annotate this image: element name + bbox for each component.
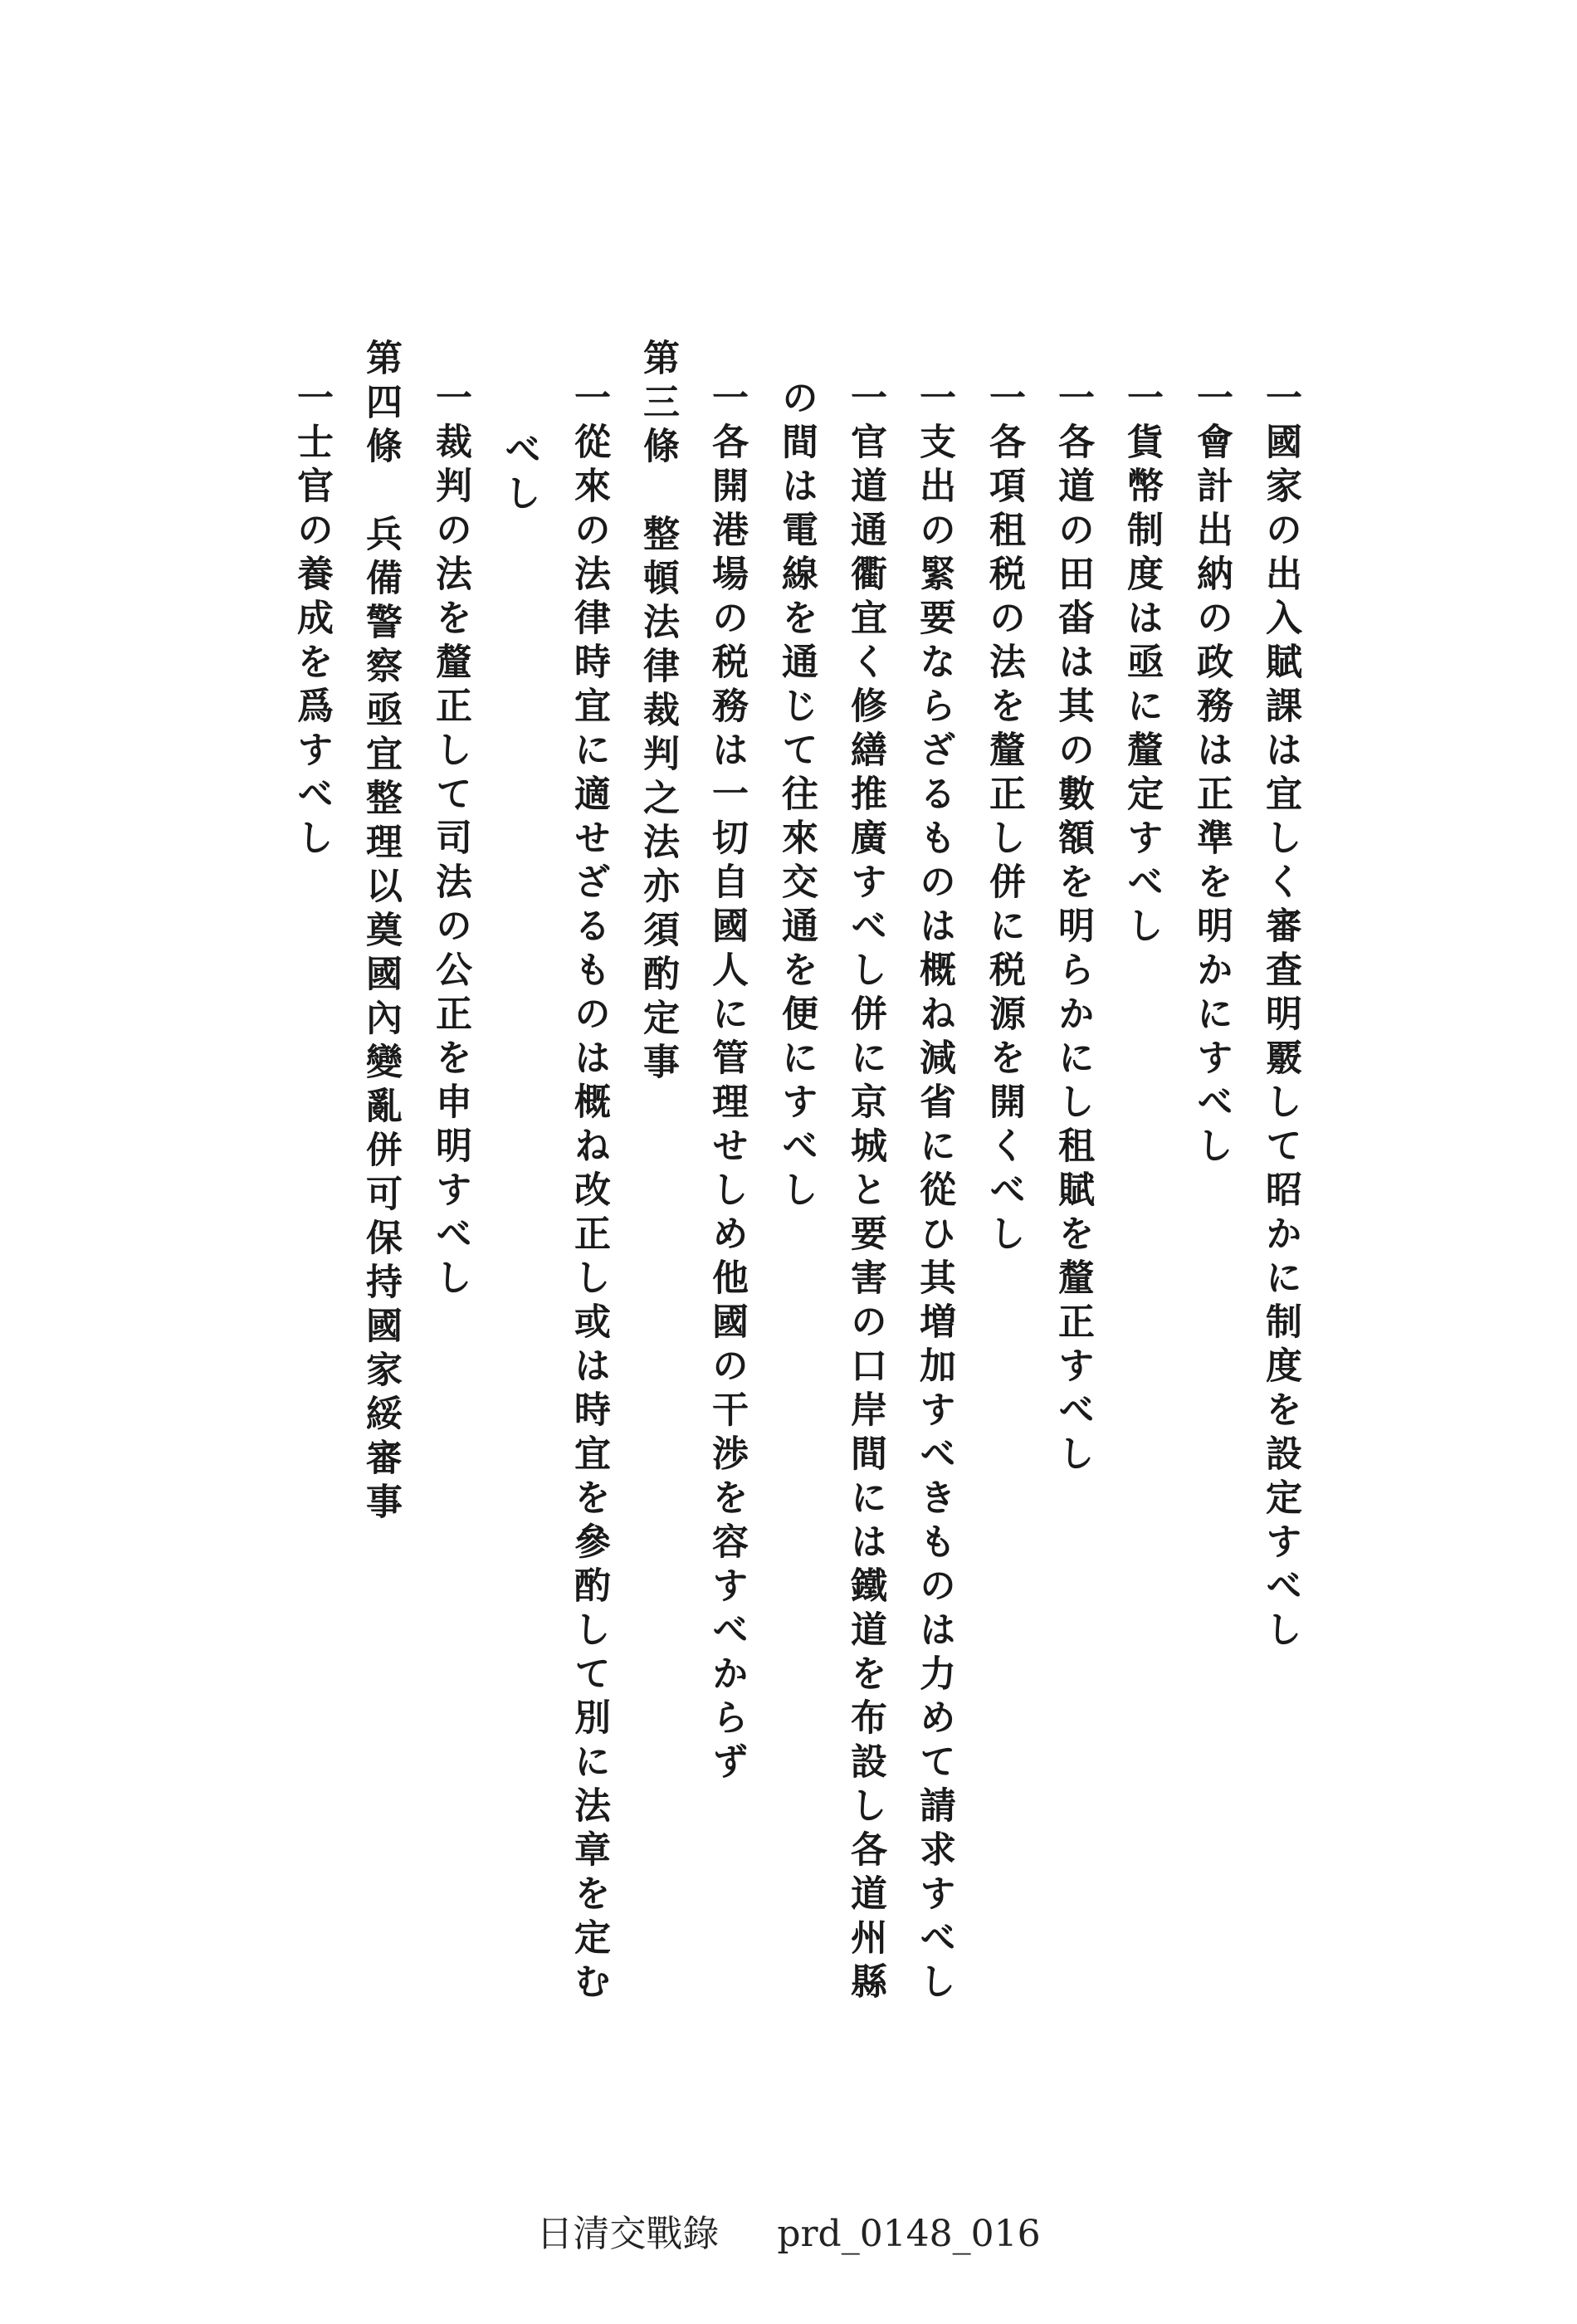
text-column-1: 一國家の出入賦課は宜しく審査明覈して昭かに制度を設定すべし <box>1259 378 1301 1654</box>
article-4-heading: 第四條 兵備警察亟宜整理以奠國內變亂併可保持國家綏審事 <box>359 339 402 1526</box>
text-column-13: 一裁判の法を釐正して司法の公正を申明すべし <box>429 378 471 1302</box>
text-column-2: 一會計出納の政務は正準を明かにすべし <box>1190 378 1233 1170</box>
text-column-15: 一士官の養成を爲すべし <box>290 378 333 862</box>
page-id: prd_0148_016 <box>777 2213 1041 2255</box>
text-column-5: 一各項租税の法を釐正し併に税源を開くべし <box>983 378 1025 1258</box>
article-3-heading: 第三條 整頓法律裁判之法亦須酌定事 <box>637 339 679 1086</box>
text-column-3: 一貨幣制度は亟に釐定すべし <box>1120 378 1163 950</box>
text-column-8: の間は電線を通じて往來交通を便にすべし <box>775 378 818 1214</box>
text-column-4: 一各道の田畓は其の數額を明らかにし租賦を釐正すべし <box>1052 378 1094 1478</box>
text-column-9: 一各開港場の税務は一切自國人に管理せしめ他國の干渉を容すべからず <box>706 378 748 1786</box>
book-title: 日清交戰錄 <box>536 2213 720 2255</box>
text-column-11: 一從來の法律時宜に適せざるものは概ね改正し或は時宜を參酌して別に法章を定む <box>568 378 610 2006</box>
text-column-7: 一官道通衢宜く修繕推廣すべし併に京城と要害の口岸間には鐵道を布設し各道州縣 <box>844 378 886 2006</box>
page-footer <box>0 2204 1577 2257</box>
text-column-6: 一支出の緊要ならざるものは概ね減省に從ひ其増加すべきものは力めて請求すべし <box>913 378 955 2006</box>
text-column-12: べし <box>498 430 540 518</box>
